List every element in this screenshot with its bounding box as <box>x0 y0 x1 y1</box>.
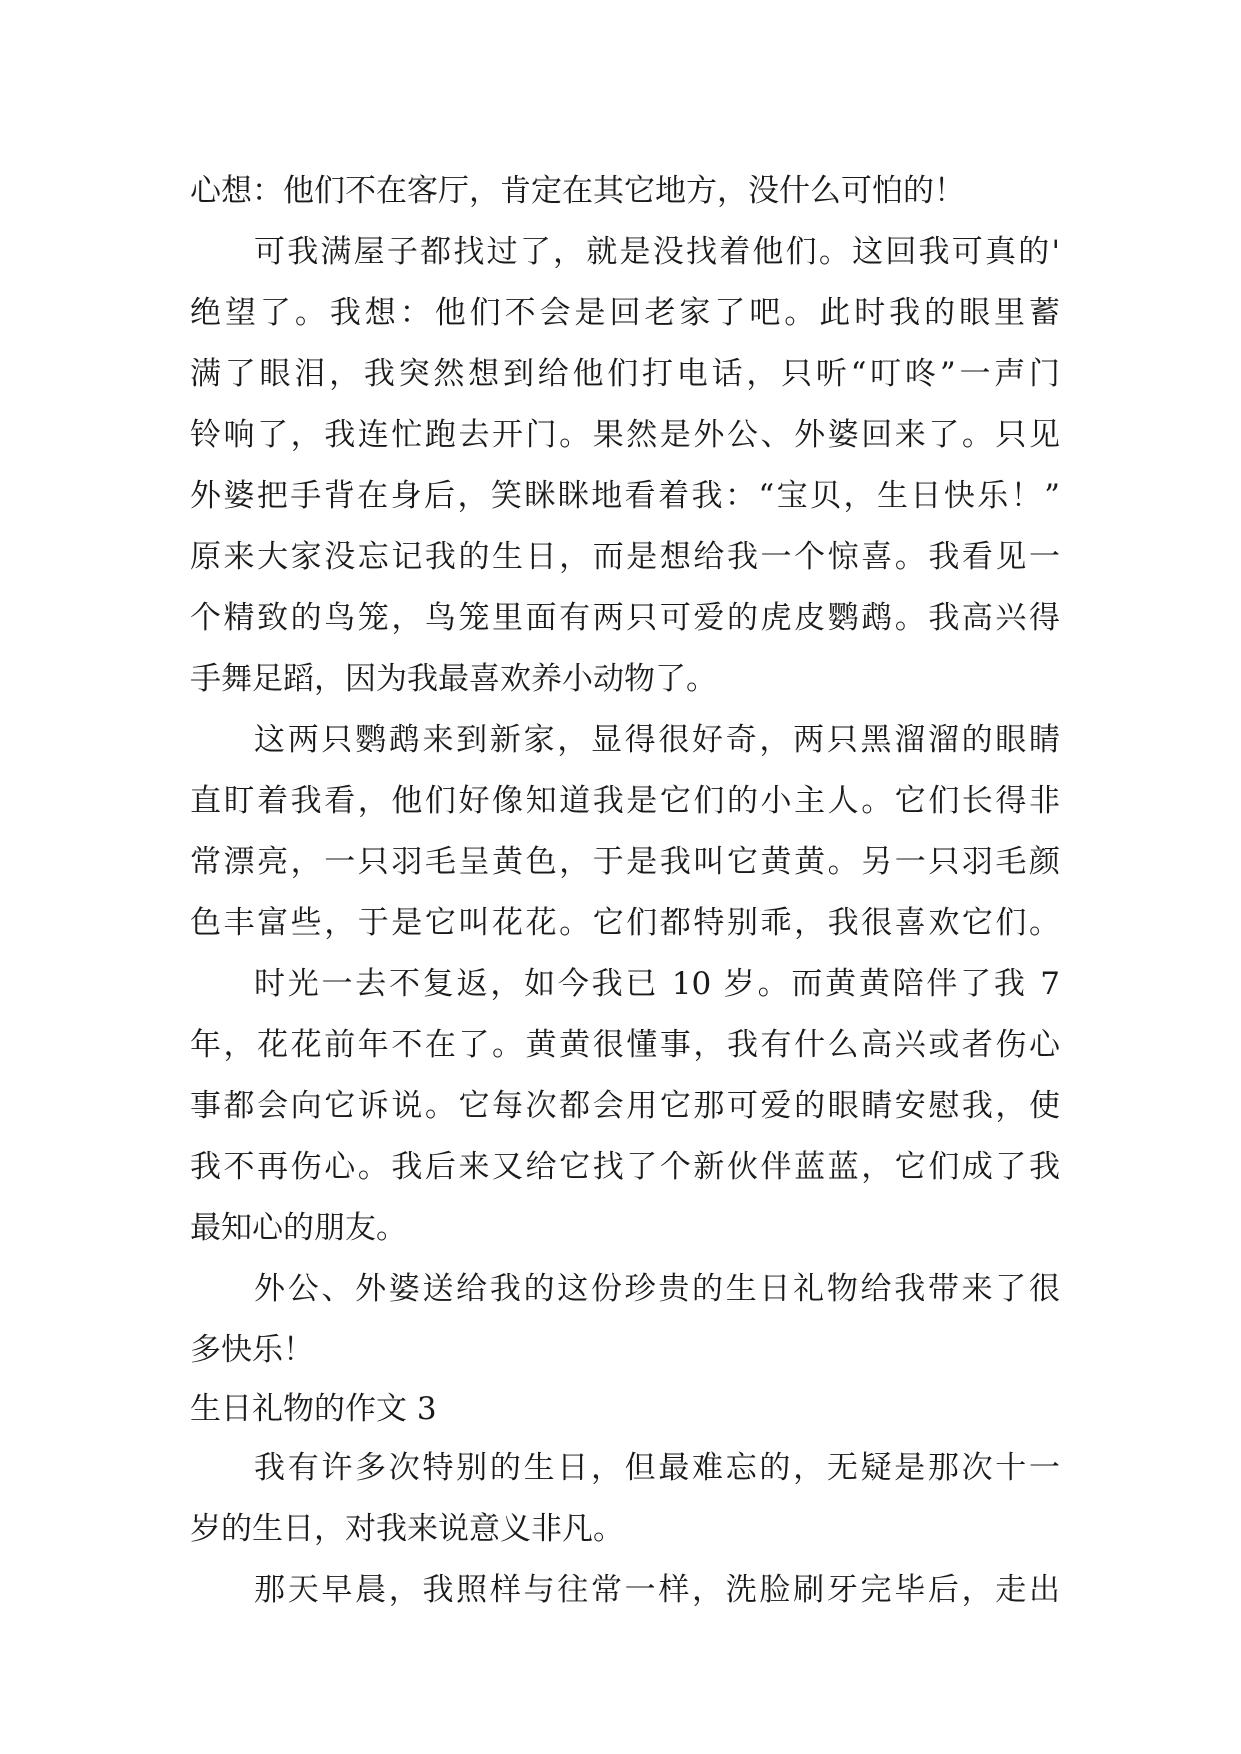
text-line: 最知心的朋友。 <box>190 1210 407 1246</box>
text-line: 我不再伤心。我后来又给它找了个新伙伴蓝蓝，它们成了我 <box>190 1149 1060 1185</box>
text-line: 满了眼泪，我突然想到给他们打电话，只听“叮咚”一声门 <box>190 356 1060 392</box>
text-line: 可我满屋子都找过了，就是没找着他们。这回我可真的' <box>254 234 1060 270</box>
text-line: 个精致的鸟笼，鸟笼里面有两只可爱的虎皮鹦鹉。我高兴得 <box>190 600 1060 636</box>
text-line: 多快乐！ <box>190 1332 314 1368</box>
section-heading: 生日礼物的作文 3 <box>190 1391 437 1427</box>
text-line: 事都会向它诉说。它每次都会用它那可爱的眼睛安慰我，使 <box>190 1088 1060 1124</box>
text-line: 原来大家没忘记我的生日，而是想给我一个惊喜。我看见一 <box>190 539 1060 575</box>
text-line: 外公、外婆送给我的这份珍贵的生日礼物给我带来了很 <box>254 1271 1060 1307</box>
text-line: 那天早晨，我照样与往常一样，洗脸刷牙完毕后，走出 <box>254 1572 1060 1608</box>
text-line: 外婆把手背在身后，笑眯眯地看着我：“宝贝，生日快乐！” <box>190 478 1060 514</box>
text-line: 直盯着我看，他们好像知道我是它们的小主人。它们长得非 <box>190 783 1060 819</box>
text-line: 绝望了。我想：他们不会是回老家了吧。此时我的眼里蓄 <box>190 295 1060 331</box>
text-line: 这两只鹦鹉来到新家，显得很好奇，两只黑溜溜的眼睛 <box>254 722 1060 758</box>
text-line: 我有许多次特别的生日，但最难忘的，无疑是那次十一 <box>254 1450 1060 1486</box>
text-line: 手舞足蹈，因为我最喜欢养小动物了。 <box>190 661 717 697</box>
text-line: 色丰富些，于是它叫花花。它们都特别乖，我很喜欢它们。 <box>190 905 1060 941</box>
text-line: 时光一去不复返，如今我已 10 岁。而黄黄陪伴了我 7 <box>254 966 1060 1002</box>
text-line: 年，花花前年不在了。黄黄很懂事，我有什么高兴或者伤心 <box>190 1027 1060 1063</box>
document-body <box>190 161 1060 1621</box>
text-line: 铃响了，我连忙跑去开门。果然是外公、外婆回来了。只见 <box>190 417 1060 453</box>
text-line: 心想：他们不在客厅，肯定在其它地方，没什么可怕的！ <box>190 173 965 209</box>
text-line: 岁的生日，对我来说意义非凡。 <box>190 1511 624 1547</box>
text-line: 常漂亮，一只羽毛呈黄色，于是我叫它黄黄。另一只羽毛颜 <box>190 844 1060 880</box>
